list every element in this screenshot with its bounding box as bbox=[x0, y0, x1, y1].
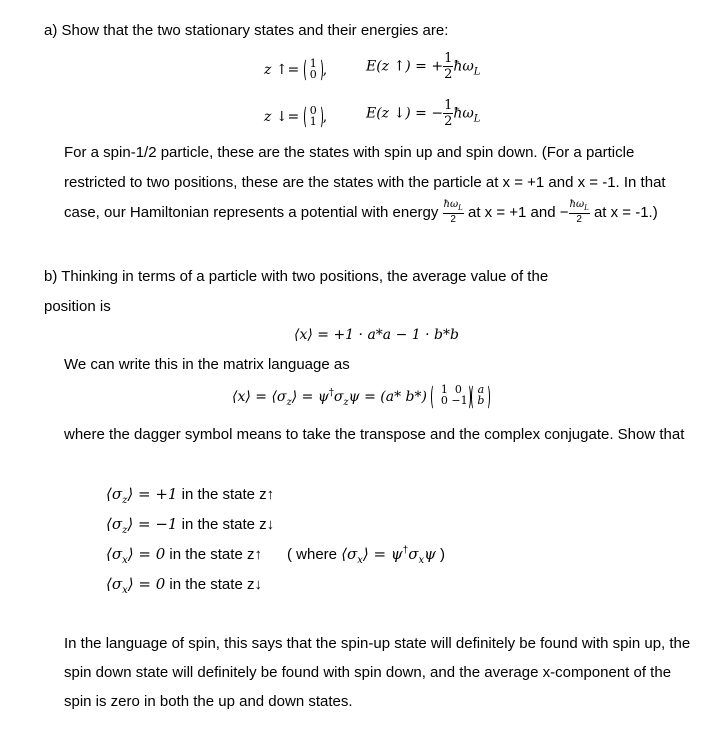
sigma-x-up-item: $⟨\sigma_x⟩ = 0$ in the state z↑ bbox=[106, 545, 262, 566]
state-down-vector: 0 1 bbox=[304, 105, 323, 129]
energy-up-label: E(z ↑) = + bbox=[366, 58, 444, 75]
matrix-equation: ⟨x⟩ = $⟨\sigma_z⟩ = \psi^\dagger\sigma_z\psi = (a*$ b*) 1 0 0 −1 a b bbox=[232, 384, 490, 410]
state-up-equation: z ↑= 1 0 , bbox=[264, 57, 328, 81]
conclusion-line-2: spin down state will definitely be found with spin down, and the average x-component of the bbox=[64, 664, 672, 681]
part-b-intro-1: b) Thinking in terms of a particle with two positions, the average value of the bbox=[44, 268, 549, 285]
sigma-x-down-item: $⟨\sigma_x⟩ = 0$ in the state z↓ bbox=[106, 575, 262, 596]
state-down-label: z ↓= bbox=[264, 109, 300, 125]
energy-up-equation: E(z ↑) = + $\frac{1}{2}$ $ħ\omega_L$ bbox=[366, 51, 481, 82]
sigma-x-definition: ( where $⟨\sigma_x⟩ = \psi^\dagger\sigma_x\psi$ ) bbox=[287, 545, 446, 566]
matrix-intro: We can write this in the matrix language as bbox=[64, 356, 350, 373]
part-a-line-3: case, our Hamiltonian represents a potential with energy $\frac{ħ\omega_L}{2}$ at x = +1 and − $\frac{ħ\omega_L}{2}$ at x = -1.) bbox=[64, 199, 658, 225]
part-a-line-2: restricted to two positions, these are the states with the particle at x = +1 and x = -1. In that bbox=[64, 174, 666, 191]
sigma-z-down-item: $⟨\sigma_z⟩ = -1$ in the state z↓ bbox=[106, 515, 275, 536]
sigma-z-matrix: 1 0 0 −1 bbox=[431, 384, 471, 410]
state-down-equation: z ↓= 0 1 , bbox=[264, 104, 328, 128]
energy-down-equation: E(z ↓) = − $\frac{1}{2}$ $ħ\omega_L$ bbox=[366, 98, 481, 129]
sigma-z-up-item: $⟨\sigma_z⟩ = +1$ in the state z↑ bbox=[106, 485, 275, 506]
part-a-intro: a) Show that the two stationary states and their energies are: bbox=[44, 22, 449, 39]
state-column-vector: a b bbox=[471, 384, 490, 410]
state-up-vector: 1 0 bbox=[304, 58, 323, 82]
energy-minus-fraction: $\frac{ħ\omega_L}{2}$ bbox=[569, 199, 589, 225]
energy-up-fraction: $\frac{1}{2}$ bbox=[444, 51, 453, 82]
energy-down-label: E(z ↓) = − bbox=[366, 105, 444, 122]
part-a-line-1: For a spin-1/2 particle, these are the states with spin up and spin down. (For a particle bbox=[64, 144, 635, 161]
energy-down-fraction: $\frac{1}{2}$ bbox=[444, 98, 453, 129]
dagger-note: where the dagger symbol means to take the transpose and the complex conjugate. Show that bbox=[64, 426, 685, 443]
conclusion-line-3: spin is zero in both the up and down states. bbox=[64, 693, 353, 710]
state-up-label: z ↑= bbox=[264, 62, 300, 78]
conclusion-line-1: In the language of spin, this says that the spin-up state will definitely be found with spin up, the bbox=[64, 635, 691, 652]
position-expectation-equation: ⟨x⟩ = +1 · a*a − 1 · b*b bbox=[294, 327, 459, 343]
energy-plus-fraction: $\frac{ħ\omega_L}{2}$ bbox=[443, 199, 463, 225]
part-b-intro-2: position is bbox=[44, 298, 111, 315]
